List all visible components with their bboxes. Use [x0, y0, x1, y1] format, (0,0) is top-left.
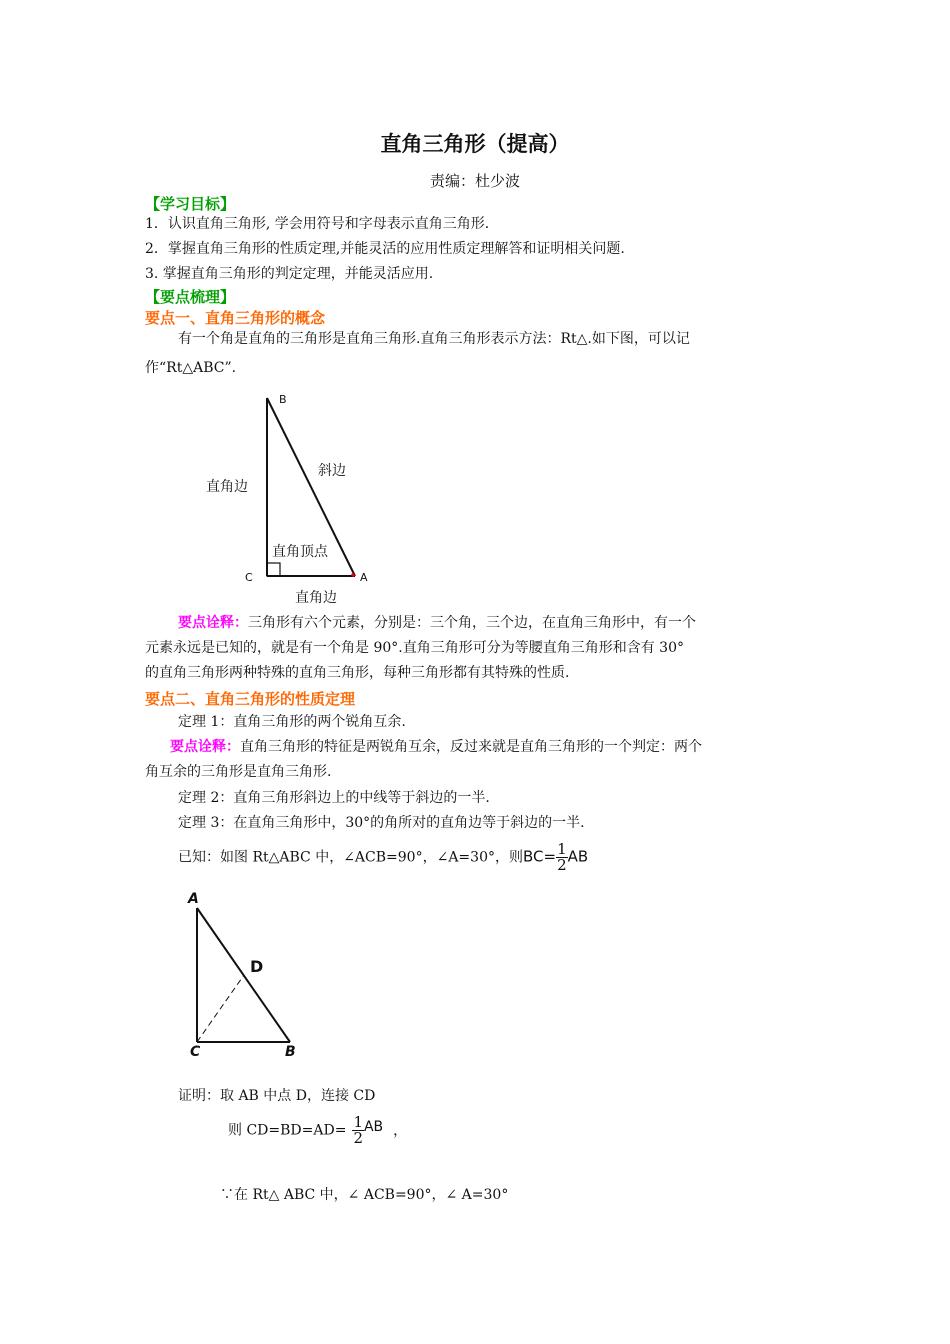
fig1-label-b: B — [279, 393, 287, 406]
point2-note-line2: 角互余的三角形是直角三角形. — [145, 764, 332, 780]
fig1-right-vertex-label: 直角顶点 — [272, 544, 328, 560]
given-fraction: $\frac{1}{2}$ — [557, 840, 567, 874]
point1-note-label: 要点诠释： — [178, 615, 248, 631]
fig1-leg-left-label: 直角边 — [206, 479, 248, 495]
median-cd-line — [197, 975, 244, 1042]
fig2-label-c: C — [190, 1044, 201, 1060]
point2-note-label: 要点诠释： — [170, 739, 240, 755]
point1-note-line2: 元素永远是已知的，就是有一个角是 90°.直角三角形可分为等腰直角三角形和含有 30° — [145, 640, 684, 656]
theorem-2: 定理 2：直角三角形斜边上的中线等于斜边的一半. — [178, 790, 490, 806]
goals-heading: 【学习目标】 — [145, 195, 236, 213]
point2-heading: 要点二、直角三角形的性质定理 — [145, 690, 356, 708]
point1-note-line3: 的直角三角形两种特殊的直角三角形，每种三角形都有其特殊的性质. — [145, 665, 570, 681]
fig2-label-b: B — [285, 1044, 296, 1060]
vertex-a-dot — [351, 573, 355, 577]
proof-line-1: 证明：取 AB 中点 D，连接 CD — [178, 1088, 376, 1104]
fig1-label-c: C — [245, 571, 253, 584]
point1-note-line1: 要点诠释：三角形有六个元素，分别是：三个角，三个边，在直角三角形中，有一个 — [178, 615, 696, 631]
proof-line-2: 则 CD=BD=AD= $\frac{1}{2}$ AB ， — [228, 1113, 408, 1147]
point1-heading: 要点一、直角三角形的概念 — [145, 309, 326, 327]
given-statement: 已知：如图 Rt△ABC 中，∠ACB=90°，∠A=30°，则BC= $\frac{1}{2}$ AB — [178, 840, 589, 874]
proof-line-3: ∵在 Rt△ ABC 中，∠ ACB=90°，∠ A=30° — [220, 1187, 509, 1203]
figure-30-degree-triangle — [180, 890, 320, 1070]
page-title: 直角三角形（提高） — [380, 132, 570, 156]
theorem-3: 定理 3：在直角三角形中，30°的角所对的直角边等于斜边的一半. — [178, 815, 585, 831]
fig1-label-a: A — [360, 571, 368, 584]
point2-note-line1: 要点诠释：直角三角形的特征是两锐角互余，反过来就是直角三角形的一个判定：两个 — [170, 739, 702, 755]
point1-para-line1: 有一个角是直角的三角形是直角三角形.直角三角形表示方法：Rt△.如下图，可以记 — [178, 331, 690, 347]
summary-heading: 【要点梳理】 — [145, 288, 236, 306]
goal-item-2: 2．掌握直角三角形的性质定理,并能灵活的应用性质定理解答和证明相关问题. — [145, 241, 625, 257]
author-line: 责编：杜少波 — [429, 172, 520, 190]
fig1-leg-bottom-label: 直角边 — [295, 590, 337, 606]
fig1-hypotenuse-label: 斜边 — [318, 463, 346, 479]
proof-fraction: $\frac{1}{2}$ — [353, 1113, 363, 1147]
point1-para-line2: 作“Rt△ABC”. — [145, 360, 237, 376]
fig2-label-d: D — [250, 957, 264, 976]
fig2-label-a: A — [188, 891, 199, 907]
right-angle-mark — [267, 563, 280, 576]
theorem-1: 定理 1：直角三角形的两个锐角互余. — [178, 714, 406, 730]
goal-item-1: 1．认识直角三角形, 学会用符号和字母表示直角三角形. — [145, 216, 490, 232]
goal-item-3: 3. 掌握直角三角形的判定定理，并能灵活应用. — [145, 266, 434, 282]
